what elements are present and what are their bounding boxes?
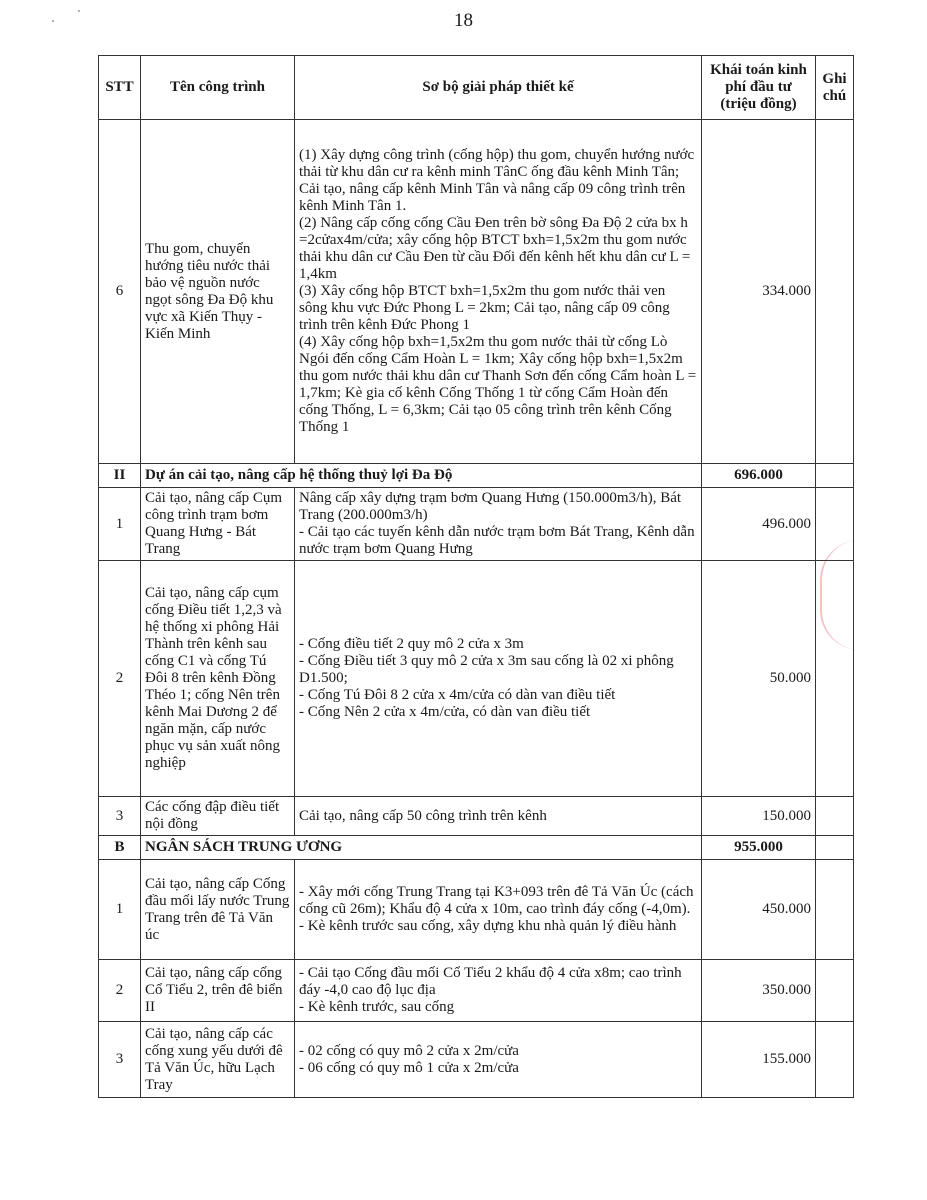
design-solution	[295, 488, 702, 561]
scan-speck	[52, 20, 54, 22]
project-name: Cải tạo, nâng cấp Cống đầu mối lấy nước Trung Trang trên đê Tả Văn úc	[141, 860, 295, 960]
row-number: 1	[99, 488, 141, 561]
solution-line: (2) Nâng cấp cống cống Cầu Đen trên bờ sông Đa Độ 2 cửa bx h =2cửax4m/cửa; xây cống hộp BTCT bxh=1,5x2m thu gom nước thải khu dân cư Cầu Đen từ cầu Đối đến kênh hết khu dân cư L = 1,4km	[299, 215, 691, 282]
solution-line: - Cải tạo các tuyến kênh dẫn nước trạm bơm Bát Trang, Kênh dẫn nước trạm bơm Quang Hưng	[299, 524, 695, 557]
note-cell	[816, 120, 854, 464]
solution-line: - Kè kênh trước sau cống, xây dựng khu nhà quản lý điều hành	[299, 918, 677, 934]
section-title: Dự án cải tạo, nâng cấp hệ thống thuỷ lợi Đa Độ	[141, 464, 702, 488]
cost-value: 334.000	[702, 120, 816, 464]
row-number: 1	[99, 860, 141, 960]
header-stt: STT	[99, 56, 141, 120]
note-cell	[816, 797, 854, 836]
table-row	[99, 488, 854, 561]
design-solution	[295, 860, 702, 960]
cost-value: 450.000	[702, 860, 816, 960]
solution-line: Cải tạo, nâng cấp kênh Minh Tân và nâng cấp 09 công trình trên kênh Minh Tân 1.	[299, 181, 686, 214]
design-solution	[295, 960, 702, 1022]
note-cell	[816, 488, 854, 561]
solution-line: (1) Xây dựng công trình (cống hộp) thu gom, chuyển hướng nước thải từ khu dân cư ra kênh minh TânC ống đầu kênh Minh Tân;	[299, 147, 695, 180]
note-cell	[816, 561, 854, 797]
section-title: NGÂN SÁCH TRUNG ƯƠNG	[141, 836, 702, 860]
solution-line: - Cải tạo Cống đầu mối Cổ Tiểu 2 khẩu độ 4 cửa x8m; cao trình đáy -4,0 cao độ lục địa	[299, 965, 682, 998]
project-name: Cải tạo, nâng cấp cụm cống Điều tiết 1,2,3 và hệ thống xi phông Hải Thành trên kênh sau cống C1 và cống Tú Đôi 8 trên kênh Đồng Théo 1; cống Nên trên kênh Mai Dương 2 để ngăn mặn, cấp nước phục vụ sản xuất nông nghiệp	[141, 561, 295, 797]
section-note	[816, 836, 854, 860]
table-row	[99, 860, 854, 960]
row-number: 6	[99, 120, 141, 464]
section-number: B	[99, 836, 141, 860]
cost-value: 50.000	[702, 561, 816, 797]
note-cell	[816, 1022, 854, 1098]
solution-line: - Cống Điều tiết 3 quy mô 2 cửa x 3m sau cống là 02 xi phông D1.500;	[299, 653, 674, 686]
project-name: Cải tạo, nâng cấp các cống xung yếu dưới đê Tả Văn Úc, hữu Lạch Tray	[141, 1022, 295, 1098]
section-cost: 955.000	[702, 836, 816, 860]
table-row	[99, 120, 854, 464]
investment-table	[98, 55, 854, 1098]
section-row	[99, 464, 854, 488]
solution-line: - Xây mới cống Trung Trang tại K3+093 trên đê Tả Văn Úc (cách cống cũ 26m); Khẩu độ 4 cửa x 10m, cao trình đáy cống (-4,0m).	[299, 884, 694, 917]
table-row	[99, 561, 854, 797]
row-number: 3	[99, 1022, 141, 1098]
cost-value: 150.000	[702, 797, 816, 836]
section-row	[99, 836, 854, 860]
design-solution	[295, 1022, 702, 1098]
table-body	[99, 120, 854, 1098]
solution-line: - Cống Tú Đôi 8 2 cửa x 4m/cửa có dàn van điều tiết	[299, 687, 616, 703]
row-number: 2	[99, 960, 141, 1022]
note-cell	[816, 960, 854, 1022]
header-solution: Sơ bộ giải pháp thiết kế	[295, 56, 702, 120]
row-number: 2	[99, 561, 141, 797]
design-solution	[295, 120, 702, 464]
table-row	[99, 797, 854, 836]
section-note	[816, 464, 854, 488]
solution-line: - 06 cống có quy mô 1 cửa x 2m/cửa	[299, 1059, 519, 1076]
solution-line: Cải tạo, nâng cấp 50 công trình trên kênh	[299, 807, 547, 824]
cost-value: 496.000	[702, 488, 816, 561]
solution-line: - 02 cống có quy mô 2 cửa x 2m/cửa	[299, 1042, 519, 1059]
project-name: Cải tạo, nâng cấp Cụm công trình trạm bơm Quang Hưng - Bát Trang	[141, 488, 295, 561]
cost-value: 155.000	[702, 1022, 816, 1098]
project-name: Thu gom, chuyển hướng tiêu nước thải bảo vệ nguồn nước ngọt sông Đa Độ khu vực xã Kiến Thụy - Kiến Minh	[141, 120, 295, 464]
row-number: 3	[99, 797, 141, 836]
note-cell	[816, 860, 854, 960]
project-name: Cải tạo, nâng cấp cống Cổ Tiểu 2, trên đê biển II	[141, 960, 295, 1022]
table-row	[99, 960, 854, 1022]
table-row	[99, 1022, 854, 1098]
solution-line: Nâng cấp xây dựng trạm bơm Quang Hưng (150.000m3/h), Bát Trang (200.000m3/h)	[299, 490, 682, 523]
solution-line: (4) Xây cống hộp bxh=1,5x2m thu gom nước thải từ cống Lò Ngói đến cống Cẩm Hoàn L = 1km; Xây cống hộp bxh=1,5x2m thu gom nước thải khu dân cư Thanh Sơn đến cống Cẩm hoàn L = 1,7km; Kè gia cố kênh Cống Thống 1 từ cống Cẩm Hoàn đến cống Thống, L = 6,3km; Cải tạo 05 công trình trên kênh Cống Thống 1	[299, 334, 697, 435]
section-cost: 696.000	[702, 464, 816, 488]
cost-value: 350.000	[702, 960, 816, 1022]
solution-line: - Cống điều tiết 2 quy mô 2 cửa x 3m	[299, 636, 524, 652]
solution-line: - Kè kênh trước, sau cống	[299, 999, 455, 1015]
design-solution	[295, 561, 702, 797]
design-solution	[295, 797, 702, 836]
scan-speck	[78, 10, 80, 12]
solution-line: - Cống Nên 2 cửa x 4m/cửa, có dàn van điều tiết	[299, 704, 591, 720]
header-note: Ghi chú	[816, 56, 854, 120]
page-number: 18	[454, 10, 473, 31]
header-cost: Khái toán kinh phí đầu tư (triệu đồng)	[702, 56, 816, 120]
project-name: Các cống đập điều tiết nội đồng	[141, 797, 295, 836]
solution-line: (3) Xây cống hộp BTCT bxh=1,5x2m thu gom nước thải ven sông khu vực Đức Phong L = 2km; Cải tạo, nâng cấp 09 công trình trên kênh Đức Phong 1	[299, 283, 670, 333]
header-name: Tên công trình	[141, 56, 295, 120]
table-header-row	[99, 56, 854, 120]
section-number: II	[99, 464, 141, 488]
